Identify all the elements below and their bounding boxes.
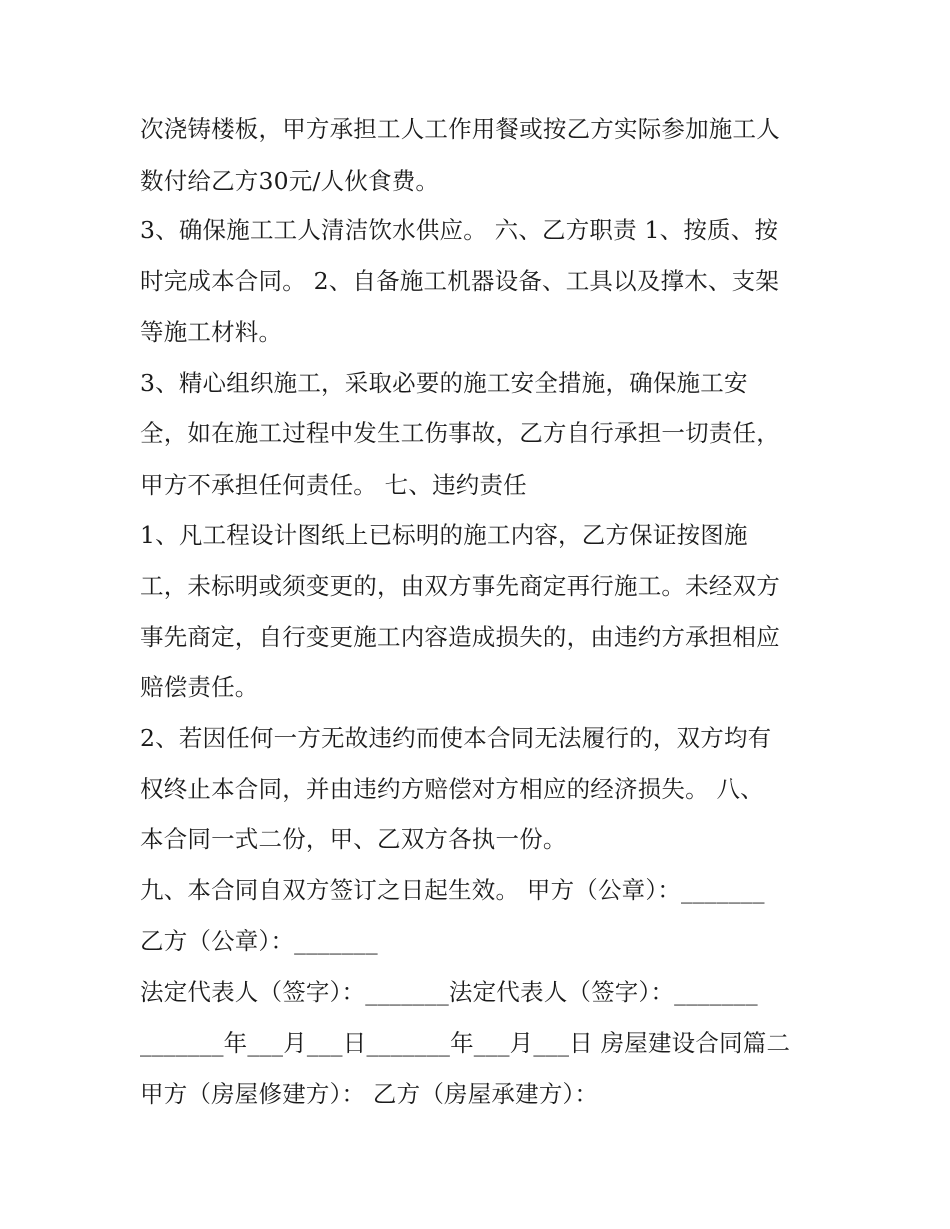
text-line: 3、确保施工工人清洁饮水供应。 六、乙方职责 1、按质、按 — [140, 216, 779, 244]
text-line: _______年___月___日_______年___月___日 房屋建设合同篇二 — [140, 1029, 791, 1057]
text-line: 法定代表人（签字）：_______法定代表人（签字）：_______ — [140, 978, 758, 1006]
text-line: 甲方（房屋修建方）： 乙方（房屋承建方）： — [140, 1080, 599, 1108]
text-line: 时完成本合同。 2、自备施工机器设备、工具以及撑木、支架 — [140, 267, 780, 295]
text-line: 乙方（公章）：_______ — [140, 927, 378, 955]
text-line: 工，未标明或须变更的，由双方事先商定再行施工。未经双方 — [140, 572, 780, 600]
text-line: 赔偿责任。 — [140, 673, 259, 701]
text-line: 事先商定，自行变更施工内容造成损失的，由违约方承担相应 — [140, 623, 780, 651]
text-line: 九、本合同自双方签订之日起生效。 甲方（公章）：_______ — [140, 876, 765, 904]
text-line: 甲方不承担任何责任。 七、违约责任 — [140, 471, 527, 499]
text-line: 1、凡工程设计图纸上已标明的施工内容，乙方保证按图施 — [140, 521, 748, 549]
text-line: 本合同一式二份，甲、乙双方各执一份。 — [140, 825, 567, 853]
text-line: 全，如在施工过程中发生工伤事故，乙方自行承担一切责任， — [140, 419, 780, 447]
text-line: 权终止本合同，并由违约方赔偿对方相应的经济损失。 八、 — [140, 775, 764, 803]
text-line: 等施工材料。 — [140, 318, 283, 346]
text-line: 数付给乙方30元/人伙食费。 — [140, 167, 440, 195]
text-line: 3、精心组织施工，采取必要的施工安全措施，确保施工安 — [140, 369, 748, 397]
text-line: 2、若因任何一方无故违约而使本合同无法履行的，双方均有 — [140, 724, 772, 752]
text-line: 次浇铸楼板，甲方承担工人工作用餐或按乙方实际参加施工人 — [140, 115, 780, 143]
